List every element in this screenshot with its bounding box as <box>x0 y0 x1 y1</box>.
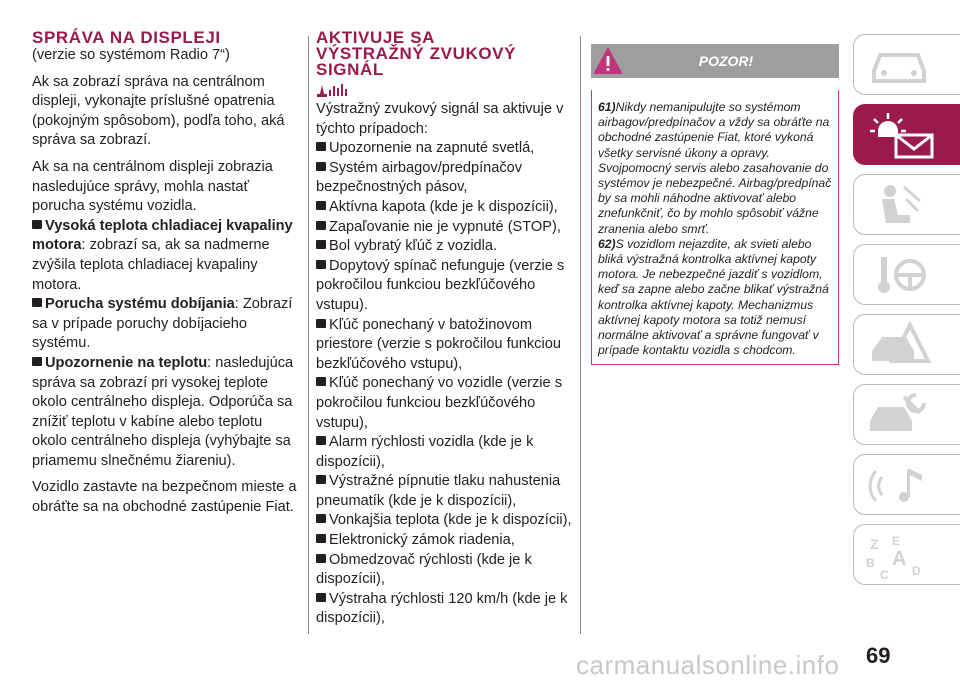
intro-text: Výstražný zvukový signál sa aktivuje v týchto prípadoch: <box>316 101 564 137</box>
paragraph: Ak sa na centrálnom displeji zobrazia nasledujúce správy, mohla nastať porucha systému vozidla. <box>32 158 273 215</box>
list-item: Upozornenie na teplotu: nasledujúca správa sa zobrazí pri vysokej teplote okolo centrálneho displeja. Odporúča sa znížiť teplotu v kabíne alebo teplotu okolo centrálneho displeja (vyhýbajte sa priamemu slnečnému žiareniu). <box>32 354 294 469</box>
list-item: Zapaľovanie nie je vypnuté (STOP), <box>316 218 574 238</box>
multimedia-icon <box>864 461 934 509</box>
bullet-icon <box>316 221 326 230</box>
warning-note: 62)S vozidlom nejazdite, ak svieti alebo bliká výstražná kontrolka aktívnej kapoty motora. Je nebezpečné jazdiť s vozidlom, keď sa zapne alebo začne blikať výstražná kontrolka aktívnej kapoty. Mechanizmus aktívnej kapoty motora sa totiž nemusí normálne aktivovať a správne fungovať v prípade kontaktu vozidla s chodcom. <box>598 236 829 358</box>
list-item: Dopytový spínač nefunguje (verzie s pokročilou funkciou bezkľúčového vstupu). <box>316 257 565 313</box>
bullet-icon <box>32 357 42 366</box>
list-item: Systém airbagov/predpínačov bezpečnostných pásov, <box>316 159 523 196</box>
warning-body <box>591 90 839 365</box>
svg-text:Z: Z <box>870 536 879 552</box>
bullet-icon <box>316 534 326 543</box>
warning-box <box>591 44 839 365</box>
list-item: Bol vybratý kľúč z vozidla. <box>316 237 574 257</box>
tab-starting-driving[interactable] <box>853 244 960 305</box>
watermark: carmanualsonline.info <box>576 650 840 680</box>
bullet-icon <box>316 162 326 171</box>
list-item: Kľúč ponechaný vo vozidle (verzie s pokročilou funkciou bezkľúčového vstupu), <box>316 375 563 431</box>
list-item: Výstražné pípnutie tlaku nahustenia pneumatík (kde je k dispozícii), <box>316 473 561 509</box>
bullet-icon <box>316 377 326 386</box>
tab-multimedia[interactable] <box>853 454 960 515</box>
list-item: Aktívna kapota (kde je k dispozícii), <box>316 198 574 218</box>
section-subheading: (verzie so systémom Radio 7“) <box>32 47 230 63</box>
bullet-icon <box>316 142 326 151</box>
list-item: Elektronický zámok riadenia, <box>316 531 574 551</box>
list-item: Obmedzovač rýchlosti (kde je k dispozícii), <box>316 551 532 588</box>
paragraph: Vozidlo zastavte na bezpečnom mieste a obráťte sa na obchodné zastúpenie Fiat. <box>32 479 297 516</box>
tab-index[interactable] <box>853 524 960 585</box>
index-letters-icon <box>864 531 944 581</box>
warning-header <box>591 44 839 78</box>
page-number: 69 <box>866 643 891 668</box>
bullet-icon <box>316 240 326 249</box>
list-item: Kľúč ponechaný v batožinovom priestore (verzie s pokročilou funkciou bezkľúčového vstupu), <box>316 316 561 372</box>
tab-emergency[interactable] <box>853 314 960 375</box>
bullet-icon <box>316 260 326 269</box>
tab-maintenance[interactable] <box>853 384 960 445</box>
svg-text:E: E <box>892 534 901 548</box>
breakdown-triangle-icon <box>864 321 934 369</box>
bullet-icon <box>32 220 42 229</box>
tab-warning-lights[interactable] <box>853 104 960 165</box>
svg-text:D: D <box>912 564 921 578</box>
car-front-icon <box>864 41 934 89</box>
section-heading: AKTIVUJE SA VÝSTRAŽNÝ ZVUKOVÝ SIGNÁL <box>316 28 517 79</box>
column-display-messages <box>32 30 300 518</box>
car-service-icon <box>864 391 934 439</box>
list-item: Alarm rýchlosti vozidla (kde je k dispozícii), <box>316 434 534 470</box>
bullet-icon <box>316 593 326 602</box>
list-item: Výstraha rýchlosti 120 km/h (kde je k dispozícii), <box>316 590 568 627</box>
bullet-icon <box>32 298 42 307</box>
svg-text:A: A <box>892 548 907 570</box>
svg-text:C: C <box>880 568 889 581</box>
tab-safety[interactable] <box>853 174 960 235</box>
tab-car-front[interactable] <box>853 34 960 95</box>
warning-lights-icon <box>864 111 944 161</box>
key-steering-icon <box>864 251 934 299</box>
column-divider <box>580 36 581 634</box>
bullet-icon <box>316 201 326 210</box>
warning-triangle-icon <box>593 47 623 80</box>
section-heading: SPRÁVA NA DISPLEJI <box>32 28 221 47</box>
bullet-icon <box>316 319 326 328</box>
bullet-icon <box>316 554 326 563</box>
column-divider <box>308 36 309 634</box>
seat-airbag-icon <box>864 181 934 229</box>
list-item: Vysoká teplota chladiacej kvapaliny motora: zobrazí sa, ak sa nadmerne zvýšila teplota chladiacej kvapaliny motora. <box>32 217 293 293</box>
list-item: Porucha systému dobíjania: Zobrazí sa v prípade poruchy dobíjacieho systému. <box>32 296 293 352</box>
buzzer-sound-icon <box>316 82 574 98</box>
column-sound-signal <box>316 30 574 629</box>
warning-title: POZOR! <box>698 53 754 69</box>
svg-text:B: B <box>866 556 875 570</box>
bullet-icon <box>316 436 326 445</box>
warning-note: 61)Nikdy nemanipulujte so systémom airbagov/predpínačov a vždy sa obráťte na obchodné zastúpenie Fiat, ktoré vykoná všetky servisné úkony a opravy. Svojpomocný servis alebo zasahovanie do systémov je nebezpečné. Airbag/predpínač by sa mohli náhodne aktivovať alebo znefunkčniť, čo by mohlo spôsobiť vážne zranenia alebo smrť. <box>598 100 832 236</box>
paragraph: Ak sa zobrazí správa na centrálnom displeji, vykonajte príslušné opatrenia (pokojným spôsobom), podľa toho, aká správa sa zobrazí. <box>32 73 285 149</box>
bullet-icon <box>316 475 326 484</box>
list-item: Upozornenie na zapnuté svetlá, <box>316 139 574 159</box>
list-item: Vonkajšia teplota (kde je k dispozícii), <box>316 511 574 531</box>
bullet-icon <box>316 514 326 523</box>
